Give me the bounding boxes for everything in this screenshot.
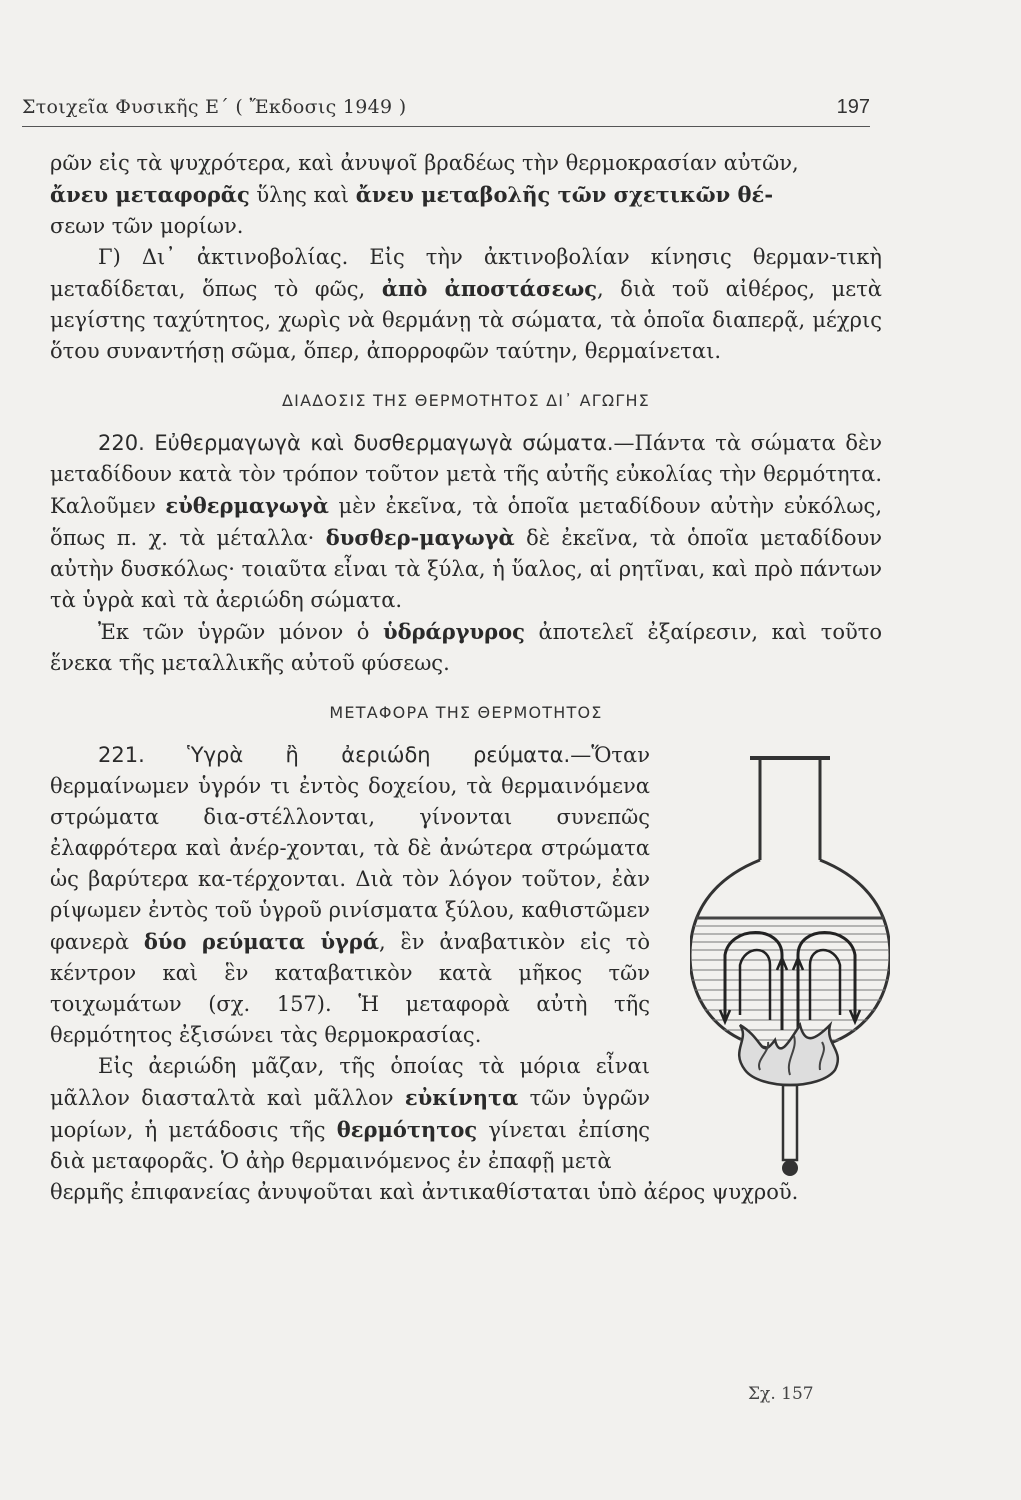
section-221-title: 221. Ὑγρὰ ἢ ἀεριώδη ρεύματα. [98,743,571,767]
text-run: δὲ ἐκεῖνα, τὰ ὁποῖα μεταδίδουν αὐτὴν δυσκόλως· τοιαῦτα εἶναι τὰ ξύλα, ἡ ὕαλος, αἱ ρητῖναι, καὶ πρὸ πάντων τὰ ὑγρὰ καὶ τὰ ἀεριώδη σώματα. [50,526,882,612]
paragraph-220 [50,428,882,616]
paragraph-220-mercury [50,616,882,679]
text-run: ἀποτελεῖ ἐξαίρεσιν, καὶ τοῦτο ἕνεκα τῆς μεταλλικῆς αὐτοῦ φύσεως. [50,620,882,675]
text-run: —Πάντα τὰ σώματα δὲν μεταδίδουν κατὰ τὸν τρόπον τοῦτον μετὰ τῆς αὐτῆς εὐκολίας τὴν θερμότητα. Καλοῦμεν [50,431,882,518]
paragraph-221 [50,740,650,1051]
intro-paragraph-1 [50,148,882,242]
text-run: —Ὅταν θερμαίνωμεν ὑγρόν τι ἐντὸς δοχείου, τὰ θερμαινόμενα στρώματα δια-στέλλονται, γίνονται συνεπῶς ἐλαφρότερα καὶ ἀνέρ-χονται, τὰ δὲ ἀνώτερα στρώματα ὡς βαρύτερα κα-τέρχονται. Διὰ τὸν λόγον τοῦτον, ἐὰν ρίψωμεν ἐντὸς τοῦ ὑγροῦ ρινίσματα ξύλου, καθιστῶμεν φανερὰ [50,743,650,954]
text-run: τῶν ὑγρῶν μορίων, ἡ μετάδοσις τῆς [50,1086,650,1142]
figure-157 [690,740,890,1190]
term-mercury: ὑδράργυρος [383,619,525,644]
flask-over-flame-icon [690,740,890,1190]
text-run: σεων τῶν μορίων. [50,214,244,238]
term-heat: θερμότητος [336,1117,478,1142]
page-number: 197 [836,96,870,118]
emphasis-from-distance: ἀπὸ ἀποστάσεως [381,276,597,301]
text-run: , διὰ τοῦ αἰθέρος, μετὰ μεγίστης ταχύτητος, χωρὶς νὰ θερμάνῃ τὰ σώματα, τὰ ὁποῖα διαπερᾷ, μέχρις ὅτου συναντήσῃ σῶμα, ὅπερ, ἀπορροφῶν ταύτην, θερμαίνεται. [50,277,882,363]
text-run: Ἐκ τῶν ὑγρῶν μόνον ὁ [98,620,384,644]
figure-caption: Σχ. 157 [748,1384,814,1404]
text-run: μὲν ἐκεῖνα, τὰ ὁποῖα μεταδίδουν αὐτὴν εὐκόλως, ὅπως π. χ. τὰ μέταλλα· [50,494,882,550]
text-run: ρῶν εἰς τὰ ψυχρότερα, καὶ ἀνυψοῖ βραδέως τὴν θερμοκρασίαν αὐτῶν, [50,151,799,175]
running-title: Στοιχεῖα Φυσικῆς Ε΄ ( Ἔκδοσις 1949 ) [22,96,407,118]
emphasis-no-change: ἄνευ μεταβολῆς τῶν σχετικῶν θέ- [355,182,774,207]
section-220-title: 220. Εὐθερμαγωγὰ καὶ δυσθερμαγωγὰ σώματα. [98,431,614,455]
text-run: θερμῆς ἐπιφανείας ἀνυψοῦται καὶ ἀντικαθίσταται ὑπὸ ἀέρος ψυχροῦ. [50,1180,799,1204]
term-good-conductors: εὐθερμαγωγὰ [165,493,329,518]
section-heading-conduction: ΔΙΑΔΟΣΙΣ ΤΗΣ ΘΕΡΜΟΤΗΤΟΣ ΔΙ᾿ ΑΓΩΓΗΣ [282,391,650,410]
section-heading-convection: ΜΕΤΑΦΟΡΑ ΤΗΣ ΘΕΡΜΟΤΗΤΟΣ [329,703,603,722]
radiation-lead: Γ) Δι᾿ ἀκτινοβολίας. [98,245,349,269]
paragraph-221-gas [50,1051,650,1177]
section-221 [50,740,882,1208]
text-run: γίνεται ἐπίσης διὰ μεταφορᾶς. Ὁ ἀὴρ θερμαινόμενος ἐν ἐπαφῇ μετὰ [50,1118,650,1173]
text-run: ὕλης καὶ [249,183,356,207]
term-two-currents: δύο ρεύματα ὑγρά [143,929,380,954]
page-body [50,148,882,1208]
text-run: Εἰς τὴν ἀκτινοβολίαν κίνησις θερμαν-τικὴ μεταδίδεται, ὅπως τὸ φῶς, [50,245,882,301]
emphasis-no-transfer: ἄνευ μεταφορᾶς [50,182,250,207]
page-header [22,96,870,127]
intro-paragraph-2 [50,242,882,367]
term-mobile: εὐκίνητα [404,1085,519,1110]
text-run: Εἰς ἀεριώδη μᾶζαν, τῆς ὁποίας τὰ μόρια εἶναι μᾶλλον διασταλτὰ καὶ μᾶλλον [50,1054,650,1110]
term-poor-conductors: δυσθερ-μαγωγὰ [325,525,515,550]
text-run: , ἓν ἀναβατικὸν εἰς τὸ κέντρον καὶ ἓν καταβατικὸν κατὰ μῆκος τῶν τοιχωμάτων (σχ. 157). Ἡ μεταφορὰ αὐτὴ τῆς θερμότητος ἐξισώνει τὰς θερμοκρασίας. [50,930,650,1047]
